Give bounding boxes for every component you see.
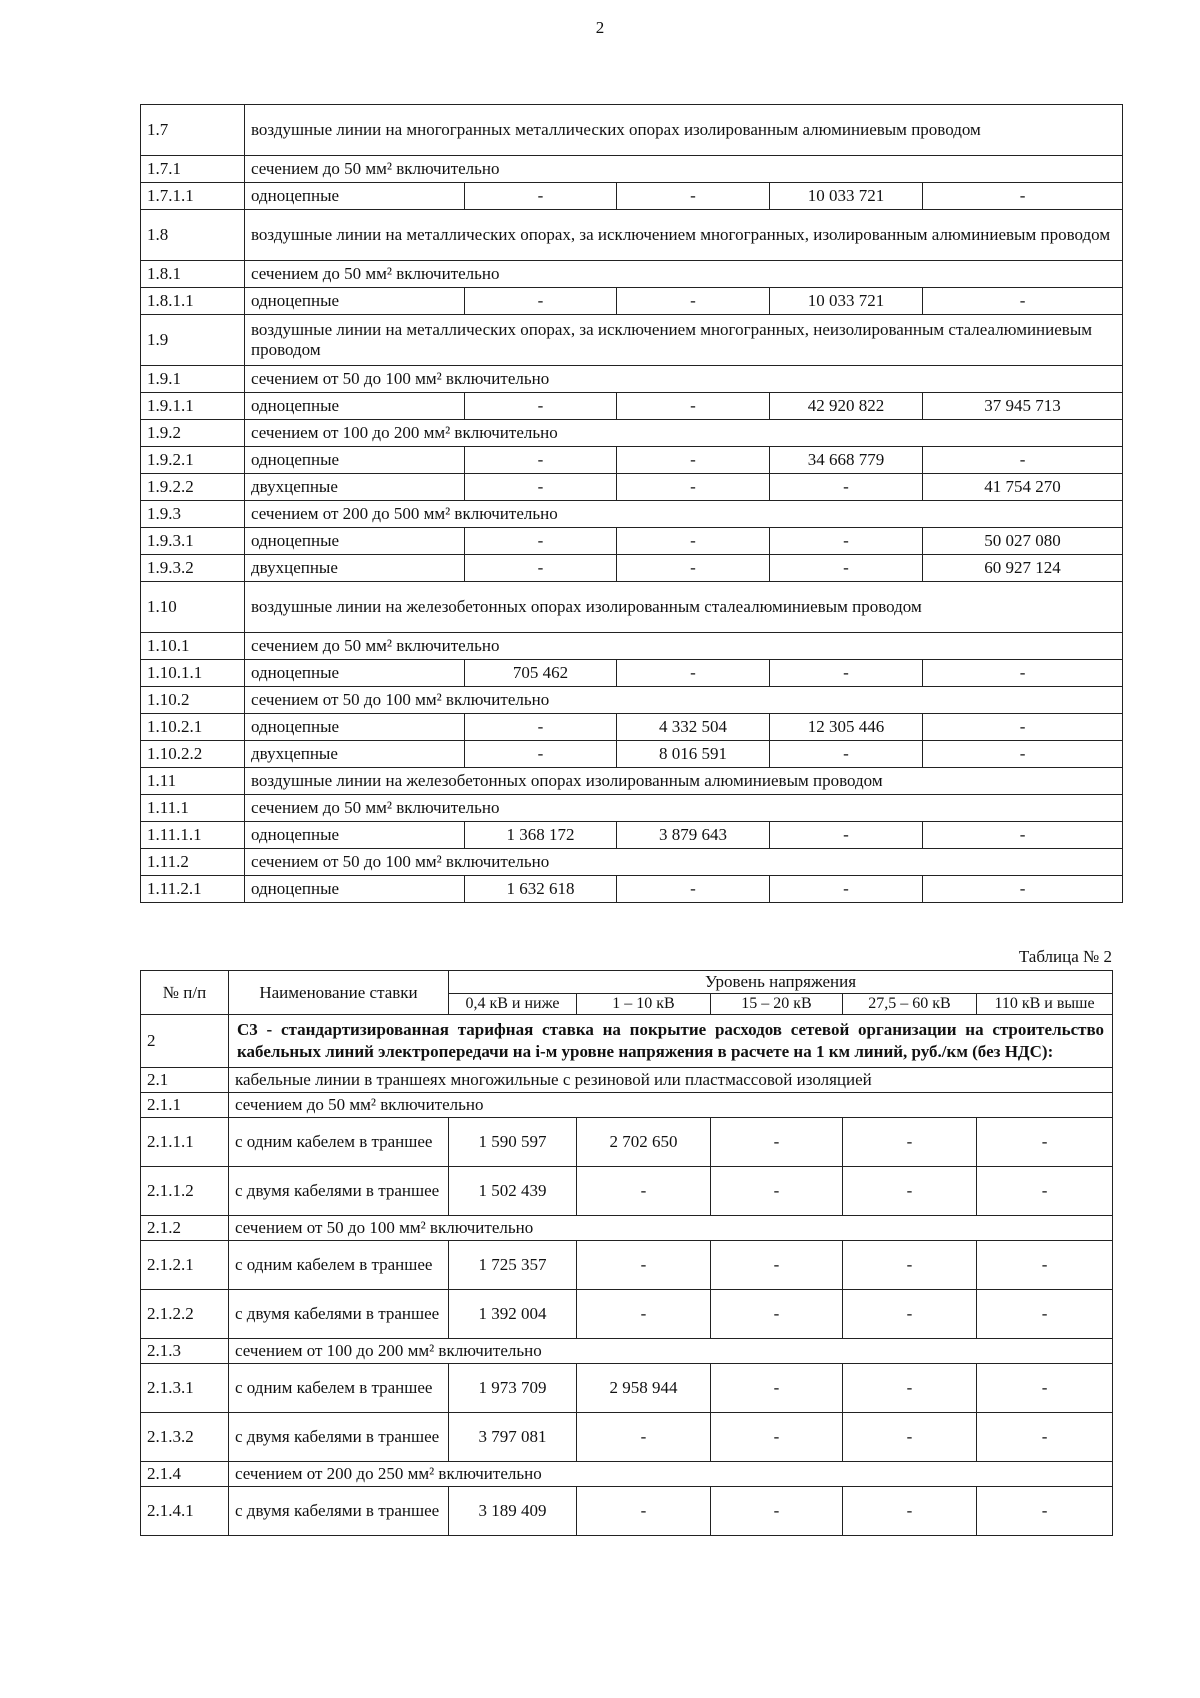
table-row	[141, 1093, 1113, 1118]
row-value: -	[843, 1241, 977, 1290]
row-number: 1.9.3.2	[141, 555, 245, 582]
row-value: -	[711, 1290, 843, 1339]
row-description: воздушные линии на железобетонных опорах изолированным алюминиевым проводом	[245, 768, 1123, 795]
row-description: воздушные линии на железобетонных опорах изолированным сталеалюминиевым проводом	[245, 582, 1123, 633]
row-description: сечением до 50 мм² включительно	[245, 633, 1123, 660]
table2-caption: Таблица № 2	[1018, 947, 1112, 966]
row-description: сечением от 200 до 500 мм² включительно	[245, 501, 1123, 528]
table-row	[141, 210, 1123, 261]
row-value: -	[977, 1487, 1113, 1536]
row-value: 3 797 081	[449, 1413, 577, 1462]
row-value: -	[923, 447, 1123, 474]
overhead-lines-table-body	[141, 105, 1123, 903]
table-row	[141, 1068, 1113, 1093]
row-description: сечением от 50 до 100 мм² включительно	[245, 687, 1123, 714]
table-row	[141, 1462, 1113, 1487]
row-name: одноцепные	[245, 528, 465, 555]
row-value: -	[770, 528, 923, 555]
row-value: -	[923, 741, 1123, 768]
row-value: -	[843, 1487, 977, 1536]
row-value: -	[465, 447, 617, 474]
table-row	[141, 876, 1123, 903]
row-value: -	[577, 1487, 711, 1536]
header-level-3: 27,5 – 60 кВ	[843, 993, 977, 1014]
row-name: с двумя кабелями в траншее	[229, 1413, 449, 1462]
row-value: 10 033 721	[770, 288, 923, 315]
table-row	[141, 1216, 1113, 1241]
row-number: 2.1.2.2	[141, 1290, 229, 1339]
table-row	[141, 1241, 1113, 1290]
row-value: -	[617, 555, 770, 582]
table-row	[141, 288, 1123, 315]
row-value: -	[465, 528, 617, 555]
table-row	[141, 1290, 1113, 1339]
page-number: 2	[595, 18, 605, 37]
row-value: -	[617, 528, 770, 555]
row-description: кабельные линии в траншеях многожильные с резиновой или пластмассовой изоляцией	[229, 1068, 1113, 1093]
row-value: -	[577, 1413, 711, 1462]
row-number: 1.9.2	[141, 420, 245, 447]
row-number: 1.9.2.2	[141, 474, 245, 501]
table-row	[141, 660, 1123, 687]
table-row	[141, 768, 1123, 795]
row-number: 1.10.2.2	[141, 741, 245, 768]
table-row	[141, 393, 1123, 420]
row-description: сечением от 100 до 200 мм² включительно	[229, 1339, 1113, 1364]
row-name: двухцепные	[245, 741, 465, 768]
row-value: 60 927 124	[923, 555, 1123, 582]
row-number: 1.9.3.1	[141, 528, 245, 555]
table-row	[141, 528, 1123, 555]
row-value: 8 016 591	[617, 741, 770, 768]
row-name: одноцепные	[245, 288, 465, 315]
row-description: сечением до 50 мм² включительно	[245, 156, 1123, 183]
overhead-lines-table	[140, 104, 1123, 903]
header-name: Наименование ставки	[229, 971, 449, 1015]
row-value: 705 462	[465, 660, 617, 687]
row-description: сечением от 50 до 100 мм² включительно	[229, 1216, 1113, 1241]
row-name: одноцепные	[245, 714, 465, 741]
row-value: -	[577, 1241, 711, 1290]
row-value: 12 305 446	[770, 714, 923, 741]
row-value: -	[617, 288, 770, 315]
row-number: 1.7.1.1	[141, 183, 245, 210]
row-value: 2 702 650	[577, 1118, 711, 1167]
table-row	[141, 1167, 1113, 1216]
table-row	[141, 633, 1123, 660]
table-row	[141, 741, 1123, 768]
row-value: -	[843, 1290, 977, 1339]
row-number: 1.7	[141, 105, 245, 156]
row-value: 3 879 643	[617, 822, 770, 849]
row-value: 4 332 504	[617, 714, 770, 741]
row-value: -	[923, 822, 1123, 849]
row-value: -	[770, 876, 923, 903]
row-value: -	[617, 447, 770, 474]
row-number: 1.11	[141, 768, 245, 795]
row-value: 1 502 439	[449, 1167, 577, 1216]
row-value: 1 632 618	[465, 876, 617, 903]
table-row	[141, 474, 1123, 501]
row-name: с одним кабелем в траншее	[229, 1118, 449, 1167]
row-value: -	[711, 1364, 843, 1413]
table-row	[141, 555, 1123, 582]
row-number: 2.1.4.1	[141, 1487, 229, 1536]
row-number: 2.1.2.1	[141, 1241, 229, 1290]
row-description: воздушные линии на металлических опорах, за исключением многогранных, изолированным алюминиевым проводом	[245, 210, 1123, 261]
row-number: 1.9.2.1	[141, 447, 245, 474]
row-number: 2.1.1	[141, 1093, 229, 1118]
row-number: 2.1.1.2	[141, 1167, 229, 1216]
table-row	[141, 366, 1123, 393]
row-value: -	[977, 1241, 1113, 1290]
row-number: 2.1.3	[141, 1339, 229, 1364]
row-number: 1.11.2.1	[141, 876, 245, 903]
row-number: 1.8	[141, 210, 245, 261]
table-row	[141, 849, 1123, 876]
row-number: 1.8.1	[141, 261, 245, 288]
row-value: -	[711, 1413, 843, 1462]
row-value: -	[843, 1413, 977, 1462]
table-row	[141, 822, 1123, 849]
row-name: двухцепные	[245, 555, 465, 582]
row-name: с двумя кабелями в траншее	[229, 1290, 449, 1339]
row-value: -	[923, 288, 1123, 315]
row-value: -	[770, 555, 923, 582]
row-value: -	[617, 474, 770, 501]
row-value: 1 973 709	[449, 1364, 577, 1413]
row-number: 1.10	[141, 582, 245, 633]
table-row	[141, 156, 1123, 183]
row-value: -	[977, 1118, 1113, 1167]
row-number: 1.11.2	[141, 849, 245, 876]
row-value: -	[465, 714, 617, 741]
row-value: -	[711, 1487, 843, 1536]
row-value: 2 958 944	[577, 1364, 711, 1413]
row-number: 2.1.3.2	[141, 1413, 229, 1462]
row-description: сечением от 50 до 100 мм² включительно	[245, 849, 1123, 876]
row-description: сечением до 50 мм² включительно	[245, 795, 1123, 822]
table-row	[141, 1014, 1113, 1067]
row-description: воздушные линии на многогранных металлических опорах изолированным алюминиевым проводом	[245, 105, 1123, 156]
row-value: -	[977, 1290, 1113, 1339]
row-value: -	[770, 660, 923, 687]
row-number: 2.1.2	[141, 1216, 229, 1241]
row-number: 2.1	[141, 1068, 229, 1093]
row-number: 2.1.1.1	[141, 1118, 229, 1167]
row-name: одноцепные	[245, 660, 465, 687]
row-description: сечением от 100 до 200 мм² включительно	[245, 420, 1123, 447]
row-number: 1.10.2	[141, 687, 245, 714]
row-number: 1.9.1.1	[141, 393, 245, 420]
row-value: -	[465, 183, 617, 210]
table-row	[141, 183, 1123, 210]
row-name: с одним кабелем в траншее	[229, 1241, 449, 1290]
row-value: -	[923, 660, 1123, 687]
row-number: 1.9	[141, 315, 245, 366]
header-num: № п/п	[141, 971, 229, 1015]
row-value: -	[923, 876, 1123, 903]
row-value: -	[577, 1167, 711, 1216]
row-name: одноцепные	[245, 447, 465, 474]
table-row	[141, 714, 1123, 741]
section-title: С3 - стандартизированная тарифная ставка на покрытие расходов сетевой организации на строительство кабельных линий электропередачи на i-м уровне напряжения в расчете на 1 км линий, руб./км (без НДС):	[229, 1014, 1113, 1067]
table-row	[141, 420, 1123, 447]
table-row	[141, 501, 1123, 528]
table-row	[141, 315, 1123, 366]
row-value: -	[617, 876, 770, 903]
row-value: 10 033 721	[770, 183, 923, 210]
row-number: 2.1.3.1	[141, 1364, 229, 1413]
row-value: -	[617, 183, 770, 210]
row-number: 2	[141, 1014, 229, 1067]
row-number: 1.9.3	[141, 501, 245, 528]
row-number: 1.11.1.1	[141, 822, 245, 849]
row-description: воздушные линии на металлических опорах, за исключением многогранных, неизолированным сталеалюминиевым проводом	[245, 315, 1123, 366]
row-value: -	[770, 474, 923, 501]
row-description: сечением от 200 до 250 мм² включительно	[229, 1462, 1113, 1487]
table-row	[141, 1118, 1113, 1167]
cable-lines-table-body	[141, 1014, 1113, 1535]
header-level-1: 1 – 10 кВ	[577, 993, 711, 1014]
row-value: 1 392 004	[449, 1290, 577, 1339]
table-row	[141, 795, 1123, 822]
row-value: -	[465, 474, 617, 501]
header-level-0: 0,4 кВ и ниже	[449, 993, 577, 1014]
row-name: с двумя кабелями в траншее	[229, 1167, 449, 1216]
row-description: сечением от 50 до 100 мм² включительно	[245, 366, 1123, 393]
row-number: 2.1.4	[141, 1462, 229, 1487]
row-value: -	[617, 660, 770, 687]
row-value: -	[577, 1290, 711, 1339]
table-row	[141, 582, 1123, 633]
row-value: -	[923, 714, 1123, 741]
row-name: двухцепные	[245, 474, 465, 501]
row-value: 1 725 357	[449, 1241, 577, 1290]
row-value: -	[465, 555, 617, 582]
row-name: одноцепные	[245, 822, 465, 849]
table-row	[141, 261, 1123, 288]
table-row	[141, 1413, 1113, 1462]
row-value: 1 590 597	[449, 1118, 577, 1167]
row-description: сечением до 50 мм² включительно	[229, 1093, 1113, 1118]
row-number: 1.9.1	[141, 366, 245, 393]
row-description: сечением до 50 мм² включительно	[245, 261, 1123, 288]
row-number: 1.8.1.1	[141, 288, 245, 315]
row-value: 37 945 713	[923, 393, 1123, 420]
row-value: 42 920 822	[770, 393, 923, 420]
row-name: с двумя кабелями в траншее	[229, 1487, 449, 1536]
row-value: -	[977, 1167, 1113, 1216]
row-value: -	[617, 393, 770, 420]
header-level-4: 110 кВ и выше	[977, 993, 1113, 1014]
row-value: -	[770, 741, 923, 768]
row-value: -	[465, 393, 617, 420]
row-value: 34 668 779	[770, 447, 923, 474]
row-name: одноцепные	[245, 183, 465, 210]
row-value: 50 027 080	[923, 528, 1123, 555]
header-level-2: 15 – 20 кВ	[711, 993, 843, 1014]
row-value: -	[770, 822, 923, 849]
table-row	[141, 1339, 1113, 1364]
row-number: 1.10.1.1	[141, 660, 245, 687]
row-value: -	[711, 1241, 843, 1290]
row-number: 1.11.1	[141, 795, 245, 822]
table-row	[141, 1487, 1113, 1536]
row-number: 1.10.1	[141, 633, 245, 660]
header-voltage-group: Уровень напряжения	[449, 971, 1113, 994]
row-value: -	[843, 1167, 977, 1216]
row-value: 41 754 270	[923, 474, 1123, 501]
row-value: -	[843, 1118, 977, 1167]
row-value: -	[465, 741, 617, 768]
row-value: -	[711, 1167, 843, 1216]
table-row	[141, 1364, 1113, 1413]
row-name: с одним кабелем в траншее	[229, 1364, 449, 1413]
table-row	[141, 687, 1123, 714]
table-row	[141, 447, 1123, 474]
cable-lines-table-header	[141, 971, 1113, 1015]
row-value: -	[977, 1364, 1113, 1413]
cable-lines-table	[140, 970, 1113, 1536]
row-number: 1.7.1	[141, 156, 245, 183]
row-value: -	[711, 1118, 843, 1167]
row-number: 1.10.2.1	[141, 714, 245, 741]
table-row	[141, 105, 1123, 156]
row-value: 1 368 172	[465, 822, 617, 849]
row-value: -	[923, 183, 1123, 210]
row-value: -	[465, 288, 617, 315]
row-value: 3 189 409	[449, 1487, 577, 1536]
row-name: одноцепные	[245, 876, 465, 903]
row-value: -	[977, 1413, 1113, 1462]
row-name: одноцепные	[245, 393, 465, 420]
row-value: -	[843, 1364, 977, 1413]
